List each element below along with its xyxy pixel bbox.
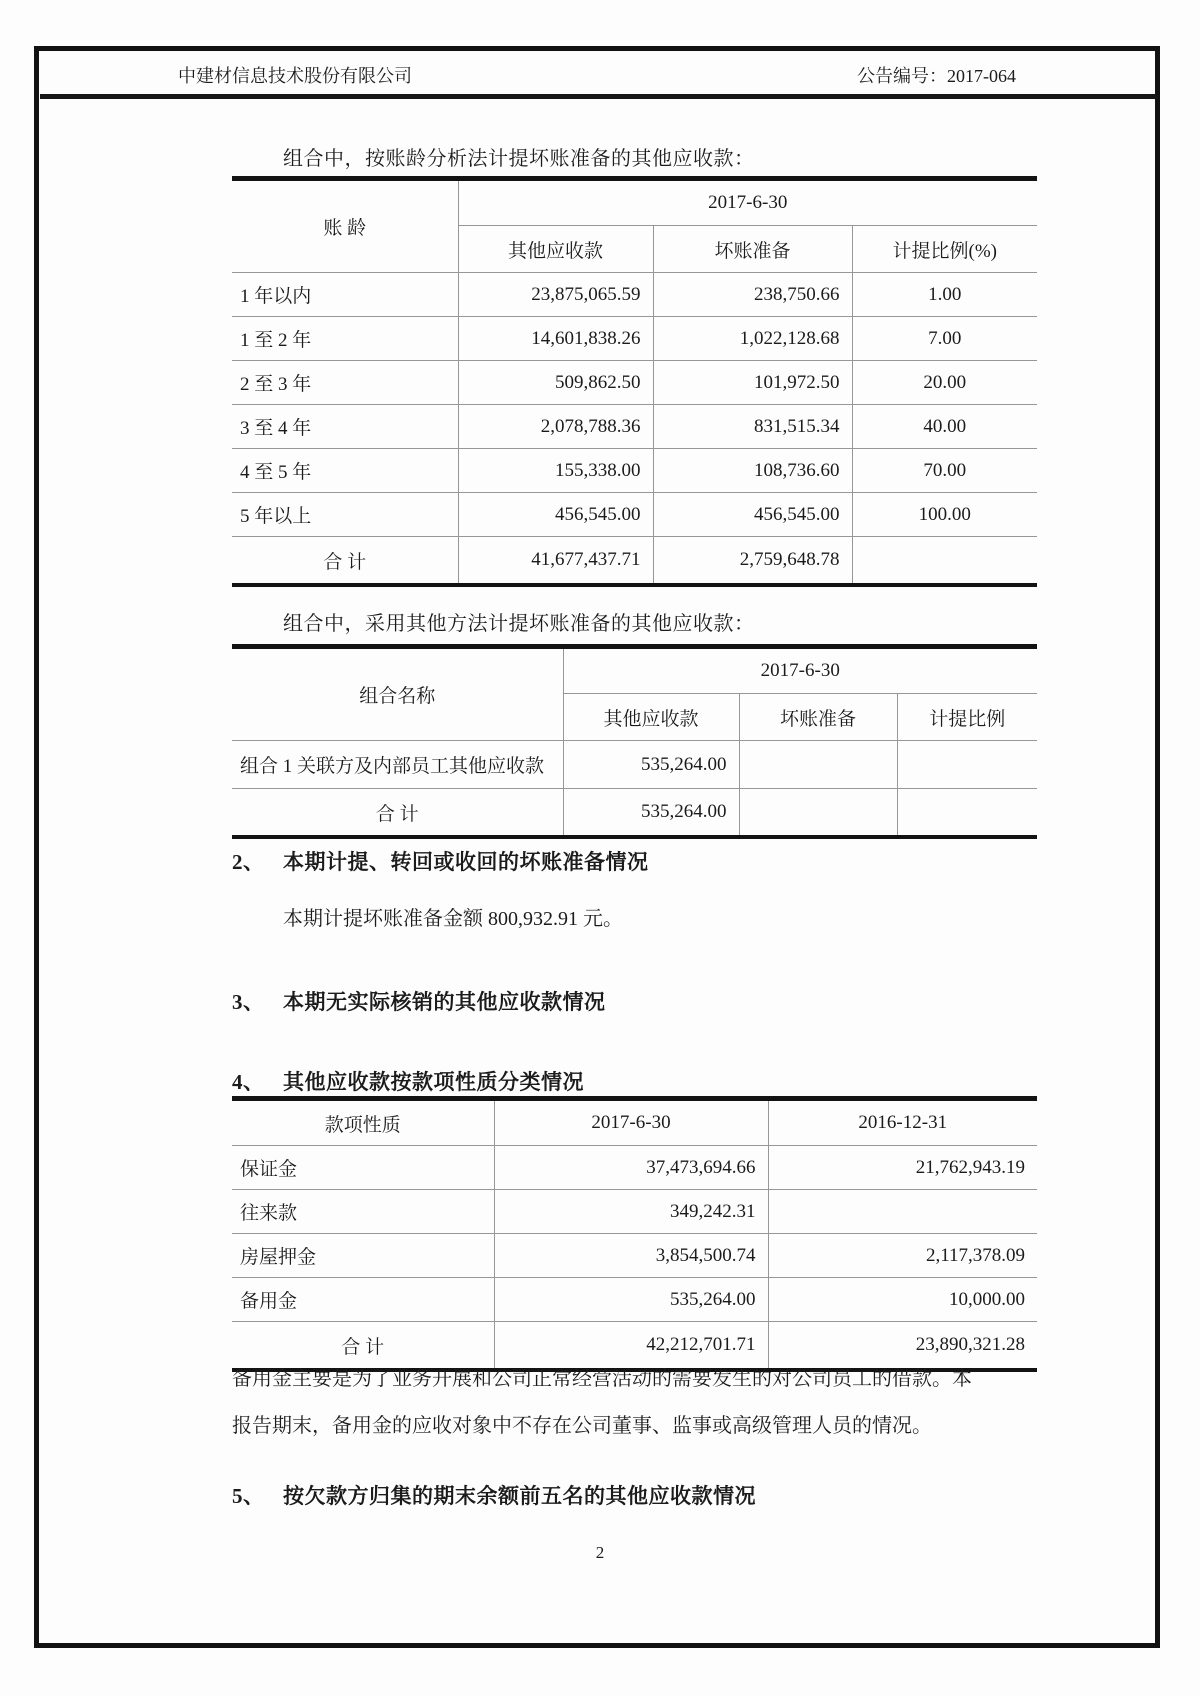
aging-col-ratio: 计提比例(%) (852, 226, 1037, 273)
table-row (232, 317, 1037, 361)
table-total-row (232, 537, 1037, 586)
receivable-value: 535,264.00 (563, 741, 739, 789)
table-header-row (232, 1099, 1037, 1146)
baddebt-value: 101,972.50 (653, 361, 852, 405)
prior-value: 21,762,943.19 (768, 1146, 1037, 1190)
table-row (232, 449, 1037, 493)
prior-value (768, 1190, 1037, 1234)
notice-number (857, 62, 1016, 88)
table-header-row (232, 647, 1037, 694)
receivable-value: 23,875,065.59 (458, 273, 653, 317)
ratio-value: 100.00 (852, 493, 1037, 537)
nature-col-current: 2017-6-30 (494, 1099, 768, 1146)
baddebt-value: 1,022,128.68 (653, 317, 852, 361)
total-label: 合 计 (375, 803, 419, 825)
table-row (232, 493, 1037, 537)
nature-table (232, 1096, 1037, 1372)
receivable-value: 14,601,838.26 (458, 317, 653, 361)
section-3-title: 本期无实际核销的其他应收款情况 (283, 991, 606, 1014)
table-header-row (232, 179, 1037, 226)
total-label: 合 计 (323, 551, 367, 573)
total-label: 合 计 (341, 1336, 385, 1358)
baddebt-value: 831,515.34 (653, 405, 852, 449)
other-method-table (232, 644, 1037, 839)
ratio-total (897, 789, 1037, 838)
section-4-heading (232, 1066, 584, 1096)
table-row (232, 1234, 1037, 1278)
prior-value: 2,117,378.09 (768, 1234, 1037, 1278)
prior-value: 10,000.00 (768, 1278, 1037, 1322)
table-row (232, 405, 1037, 449)
aging-col-baddebt: 坏账准备 (653, 226, 852, 273)
aging-col-age: 账 龄 (232, 179, 458, 273)
baddebt-value: 108,736.60 (653, 449, 852, 493)
ratio-value: 20.00 (852, 361, 1037, 405)
section-4-title: 其他应收款按款项性质分类情况 (283, 1071, 584, 1094)
aging-period-header: 2017-6-30 (458, 179, 1037, 226)
nature-row-label: 保证金 (232, 1146, 494, 1190)
section-2-body: 本期计提坏账准备金额 800,932.91 元。 (283, 908, 623, 930)
table-row (232, 361, 1037, 405)
ratio-value: 40.00 (852, 405, 1037, 449)
section-4-number: 4、 (232, 1070, 265, 1094)
prior-total: 23,890,321.28 (768, 1322, 1037, 1371)
notice-label: 公告编号： (857, 66, 947, 86)
page-number: 2 (595, 1543, 605, 1562)
current-total: 42,212,701.71 (494, 1322, 768, 1371)
nature-col-prior: 2016-12-31 (768, 1099, 1037, 1146)
ratio-value: 7.00 (852, 317, 1037, 361)
section-2-heading (232, 846, 649, 876)
nature-col-label: 款项性质 (232, 1099, 494, 1146)
receivable-value: 456,545.00 (458, 493, 653, 537)
section-3-number: 3、 (232, 990, 265, 1014)
nature-row-label: 房屋押金 (232, 1234, 494, 1278)
notice-value: 2017-064 (947, 66, 1016, 86)
aging-row-label: 5 年以上 (232, 493, 458, 537)
other-col-ratio: 计提比例 (897, 694, 1037, 741)
table-total-row (232, 789, 1037, 838)
company-name: 中建材信息技术股份有限公司 (178, 66, 412, 86)
section-2-number: 2、 (232, 850, 265, 874)
aging-row-label: 4 至 5 年 (232, 449, 458, 493)
ratio-value: 1.00 (852, 273, 1037, 317)
aging-table (232, 176, 1037, 587)
aging-row-label: 2 至 3 年 (232, 361, 458, 405)
current-value: 349,242.31 (494, 1190, 768, 1234)
reserve-fund-note: 备用金主要是为了业务开展和公司正常经营活动的需要发生的对公司员工的借款。本报告期末，备用金的应收对象中不存在公司董事、监事或高级管理人员的情况。 (232, 1368, 972, 1437)
header-divider (40, 94, 1158, 99)
baddebt-value: 238,750.66 (653, 273, 852, 317)
baddebt-value: 456,545.00 (653, 493, 852, 537)
aging-row-label: 1 至 2 年 (232, 317, 458, 361)
table-row (232, 273, 1037, 317)
receivable-value: 509,862.50 (458, 361, 653, 405)
ratio-total (852, 537, 1037, 586)
other-period-header: 2017-6-30 (563, 647, 1037, 694)
section-5-heading (232, 1480, 756, 1510)
baddebt-total: 2,759,648.78 (653, 537, 852, 586)
ratio-value: 70.00 (852, 449, 1037, 493)
aging-table-title: 组合中，按账龄分析法计提坏账准备的其他应收款： (283, 148, 755, 170)
table-row (232, 1190, 1037, 1234)
other-method-table-title: 组合中，采用其他方法计提坏账准备的其他应收款： (283, 613, 755, 635)
table-row (232, 1278, 1037, 1322)
current-value: 3,854,500.74 (494, 1234, 768, 1278)
section-2-title: 本期计提、转回或收回的坏账准备情况 (283, 851, 649, 874)
receivable-value: 2,078,788.36 (458, 405, 653, 449)
section-5-number: 5、 (232, 1484, 265, 1508)
baddebt-value (739, 741, 897, 789)
section-5-title: 按欠款方归集的期末余额前五名的其他应收款情况 (283, 1485, 756, 1508)
receivable-total: 535,264.00 (563, 789, 739, 838)
current-value: 535,264.00 (494, 1278, 768, 1322)
other-col-receivable: 其他应收款 (563, 694, 739, 741)
aging-row-label: 1 年以内 (232, 273, 458, 317)
aging-row-label: 3 至 4 年 (232, 405, 458, 449)
baddebt-total (739, 789, 897, 838)
current-value: 37,473,694.66 (494, 1146, 768, 1190)
nature-row-label: 备用金 (232, 1278, 494, 1322)
aging-col-receivable: 其他应收款 (458, 226, 653, 273)
receivable-total: 41,677,437.71 (458, 537, 653, 586)
document-header (178, 62, 1016, 88)
nature-row-label: 往来款 (232, 1190, 494, 1234)
table-row (232, 741, 1037, 789)
other-col-name: 组合名称 (232, 647, 563, 741)
table-row (232, 1146, 1037, 1190)
ratio-value (897, 741, 1037, 789)
other-col-baddebt: 坏账准备 (739, 694, 897, 741)
receivable-value: 155,338.00 (458, 449, 653, 493)
section-3-heading (232, 986, 606, 1016)
combo-row-label: 组合 1 关联方及内部员工其他应收款 (232, 741, 563, 789)
